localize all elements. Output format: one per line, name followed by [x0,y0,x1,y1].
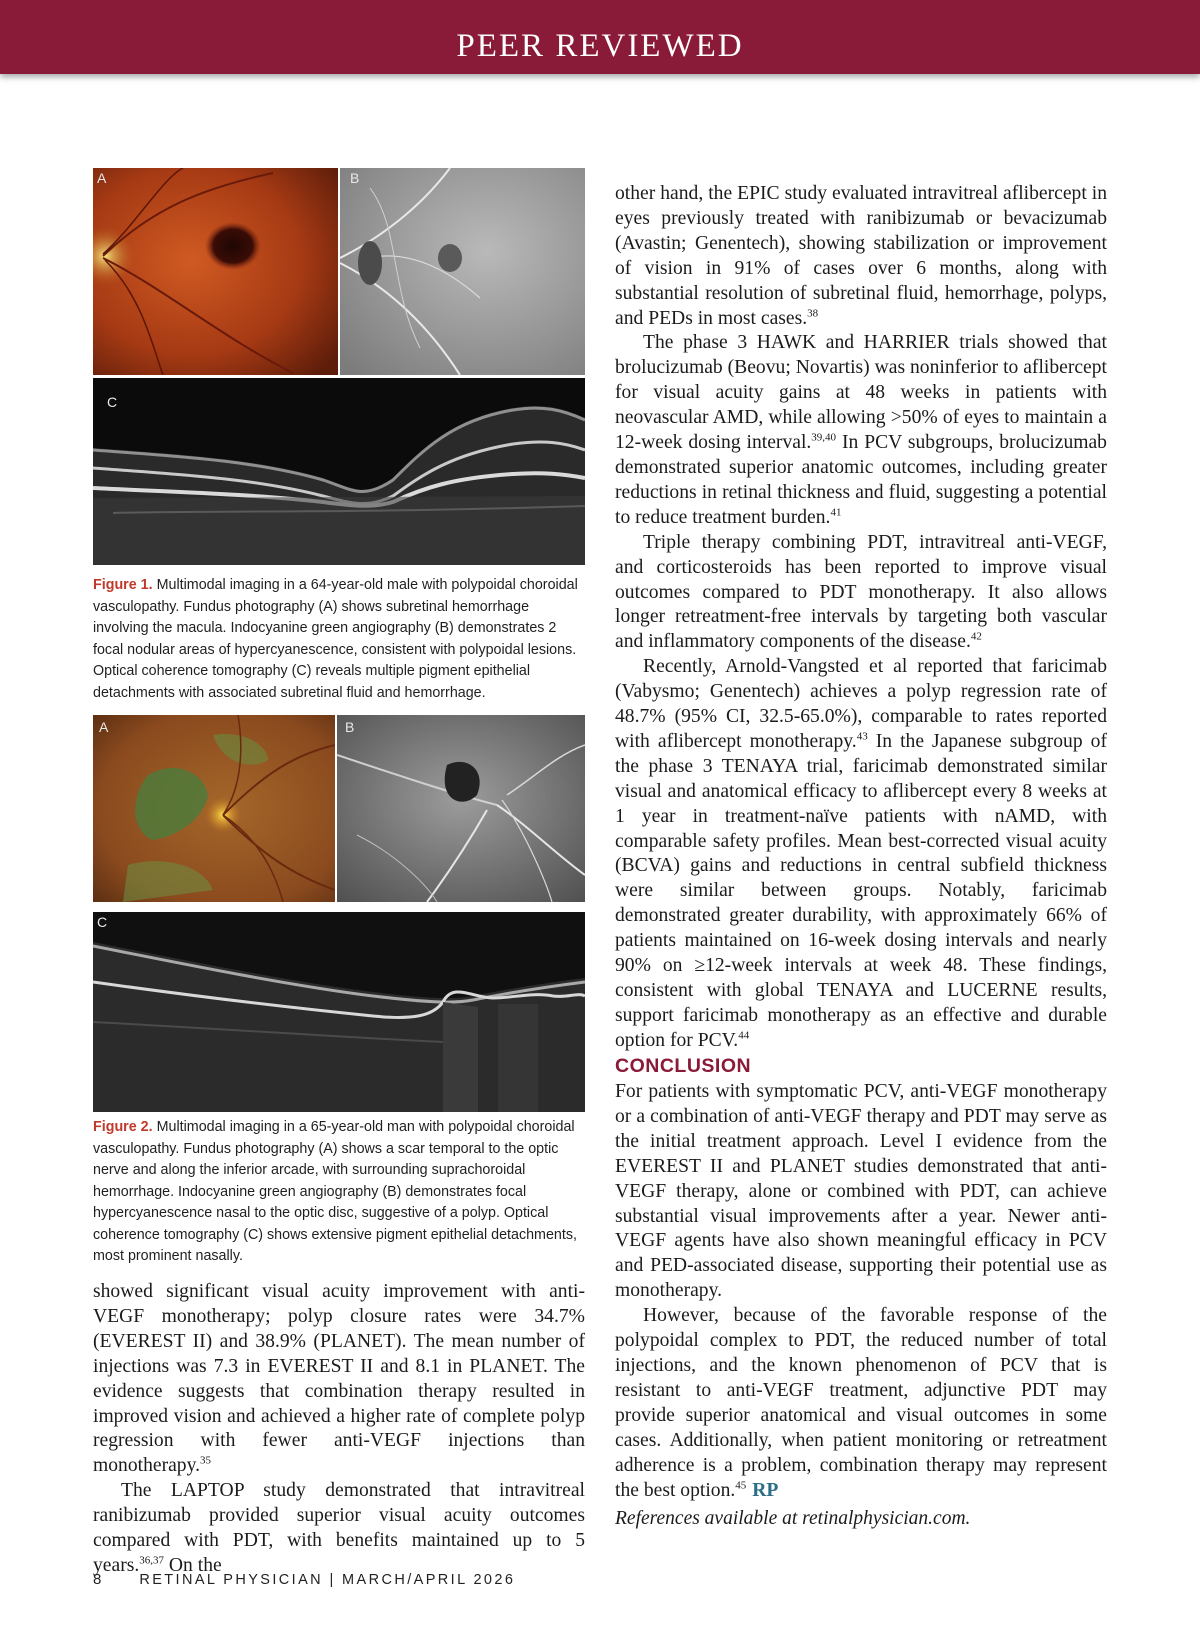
panel-label-b: B [350,170,360,186]
figure1-caption [93,575,585,704]
panel-label-a: A [97,170,107,186]
reference-superscript: 44 [738,1029,750,1042]
paragraph-text: other hand, the EPIC study evaluated intravitreal aflibercept in eyes previously treated with ranibizumab or bevacizumab (Avastin; Genentech), showing stabilization or improvement of vision in 91% of cases over 6 months, along with substantial resolution of subretinal fluid, hemorrhage, polyps, and PEDs in most cases. [615,183,1107,329]
paragraph-text: showed significant visual acuity improvement with anti-VEGF monotherapy; polyp closure rates were 34.7% (EVEREST II) and 38.9% (PLANET). The mean number of injections was 7.3 in EVEREST II and 8.1 in PLANET. The evidence suggests that combination therapy resulted in improved vision and achieved a higher rate of complete polyp regression with fewer anti-VEGF injections than monotherapy. [93,1281,585,1477]
figure1-caption-text: Multimodal imaging in a 64-year-old male with polypoidal choroidal vasculopathy. Fundus photography (A) shows subretinal hemorrhage involving the macula. Indocyanine green angiography (B) demonstrates 2 focal nodular areas of hypercyanescence, consistent with polypoidal lesions. Optical coherence tomography (C) reveals multiple pigment epithelial detachments with associated subretinal fluid and hemorrhage. [93,577,578,701]
figure1-panel-b-icg-angiography [340,168,585,375]
publication-info: RETINAL PHYSICIAN | MARCH/APRIL 2026 [139,1572,516,1588]
end-mark: RP [752,1479,779,1501]
reference-superscript: 45 [735,1478,747,1491]
section-title: PEER REVIEWED [456,28,744,64]
panel-label-a: A [99,719,109,735]
left-column-text [93,1280,585,1579]
reference-superscript: 42 [970,630,982,643]
body-paragraph [615,1080,1107,1304]
page-number: 8 [93,1571,102,1588]
paragraph-text: The phase 3 HAWK and HARRIER trials showed that brolucizumab (Beovu; Novartis) was noninferior to aflibercept for visual acuity gains at 48 weeks in patients with neovascular AMD, while allowing >50% of eyes to maintain a 12-week dosing interval. [615,332,1107,454]
body-paragraph [93,1280,585,1479]
panel-label-c: C [97,914,108,930]
body-paragraph [615,331,1107,530]
figure2-panel-b-icg-angiography [337,715,585,902]
figure2-caption-text: Multimodal imaging in a 65-year-old man with polypoidal choroidal vasculopathy. Fundus photography (A) shows a scar temporal to the optic nerve and along the inferior arcade, with surrounding suprachoroidal hemorrhage. Indocyanine green angiography (B) demonstrates focal hypercyanescence nasal to the optic disc, suggestive of a polyp. Optical coherence tomography (C) shows extensive pigment epithelial detachments, most prominent nasally. [93,1119,577,1264]
paragraph-text: The LAPTOP study demonstrated that intravitreal ranibizumab provided superior visual acuity outcomes compared with PDT, with benefits maintained up to 5 years. [93,1480,585,1576]
figure1-panel-c-oct-scan [93,378,585,565]
figure2-panel-a-fundus-photo [93,715,335,902]
paragraph-text: However, because of the favorable response of the polypoidal complex to PDT, the reduced number of total injections, and the known phenomenon of PCV that is resistant to anti-VEGF treatment, adjunctive PDT may provide superior anatomical and visual outcomes in some cases. Additionally, when patient monitoring or retreatment adherence is a problem, combination therapy may represent the best option. [615,1305,1107,1501]
paragraph-text: Triple therapy combining PDT, intravitreal anti-VEGF, and corticosteroids has been reported to improve visual outcomes compared to PDT monotherapy. It also allows longer retreatment-free intervals by targeting both vascular and inflammatory components of the disease. [615,531,1107,653]
paragraph-text: For patients with symptomatic PCV, anti-VEGF monotherapy or a combination of anti-VEGF therapy and PDT may serve as the initial treatment approach. Level I evidence from the EVEREST II and PLANET studies demonstrated that anti-VEGF therapy, alone or combined with PDT, can achieve substantial visual improvements after a year. Newer anti-VEGF agents have also shown meaningful efficacy in PCV and PED-associated disease, supporting their potential use as monotherapy. [615,1081,1107,1302]
conclusion-text [615,1080,1107,1503]
figure2-label: Figure 2. [93,1119,153,1135]
reference-superscript: 39,40 [811,431,837,444]
paragraph-text-continued: On the [164,1554,222,1576]
paragraph-text-continued: In PCV subgroups, brolucizumab demonstrated superior anatomic outcomes, including greater reductions in retinal thickness and fluid, suggesting a potential to reduce treatment burden. [615,432,1107,528]
body-paragraph [615,182,1107,331]
paragraph-text: Recently, Arnold-Vangsted et al reported that faricimab (Vabysmo; Genentech) achieves a polyp regression rate of 48.7% (95% CI, 32.5-65.0%), comparable to rates reported with aflibercept monotherapy. [615,656,1107,752]
reference-superscript: 36,37 [139,1554,164,1567]
body-paragraph [615,531,1107,656]
figure2-panel-c-oct-scan [93,912,585,1112]
body-paragraph [615,655,1107,1054]
conclusion-heading: CONCLUSION [615,1055,752,1077]
figure2-caption [93,1117,585,1268]
figure1-label: Figure 1. [93,577,153,593]
reference-superscript: 43 [856,730,868,743]
reference-superscript: 41 [830,506,842,519]
reference-superscript: 38 [807,307,819,319]
reference-superscript: 35 [200,1454,212,1467]
section-banner [0,0,1200,74]
right-column-text [615,182,1107,1054]
panel-label-b: B [345,719,355,735]
panel-label-c: C [107,394,118,410]
references-note: References available at retinalphysician.com. [615,1508,971,1529]
figure1-panel-a-fundus-photo [93,168,338,375]
body-paragraph [615,1304,1107,1503]
paragraph-text-continued: In the Japanese subgroup of the phase 3 TENAYA trial, faricimab demonstrated similar visual and anatomical efficacy to aflibercept every 8 weeks at 1 year in treatment-naïve patients with nAMD, with comparable safety profiles. Mean best-corrected visual acuity (BCVA) gains and reductions in central subfield thickness were similar between groups. Notably, faricimab demonstrated greater durability, with approximately 66% of patients maintained on 16-week dosing intervals and nearly 90% on ≥12-week intervals at week 48. These findings, consistent with global TENAYA and LUCERNE results, support faricimab monotherapy as an effective and durable option for PCV. [615,730,1108,1051]
body-paragraph [93,1479,585,1579]
page-footer [93,1571,515,1588]
